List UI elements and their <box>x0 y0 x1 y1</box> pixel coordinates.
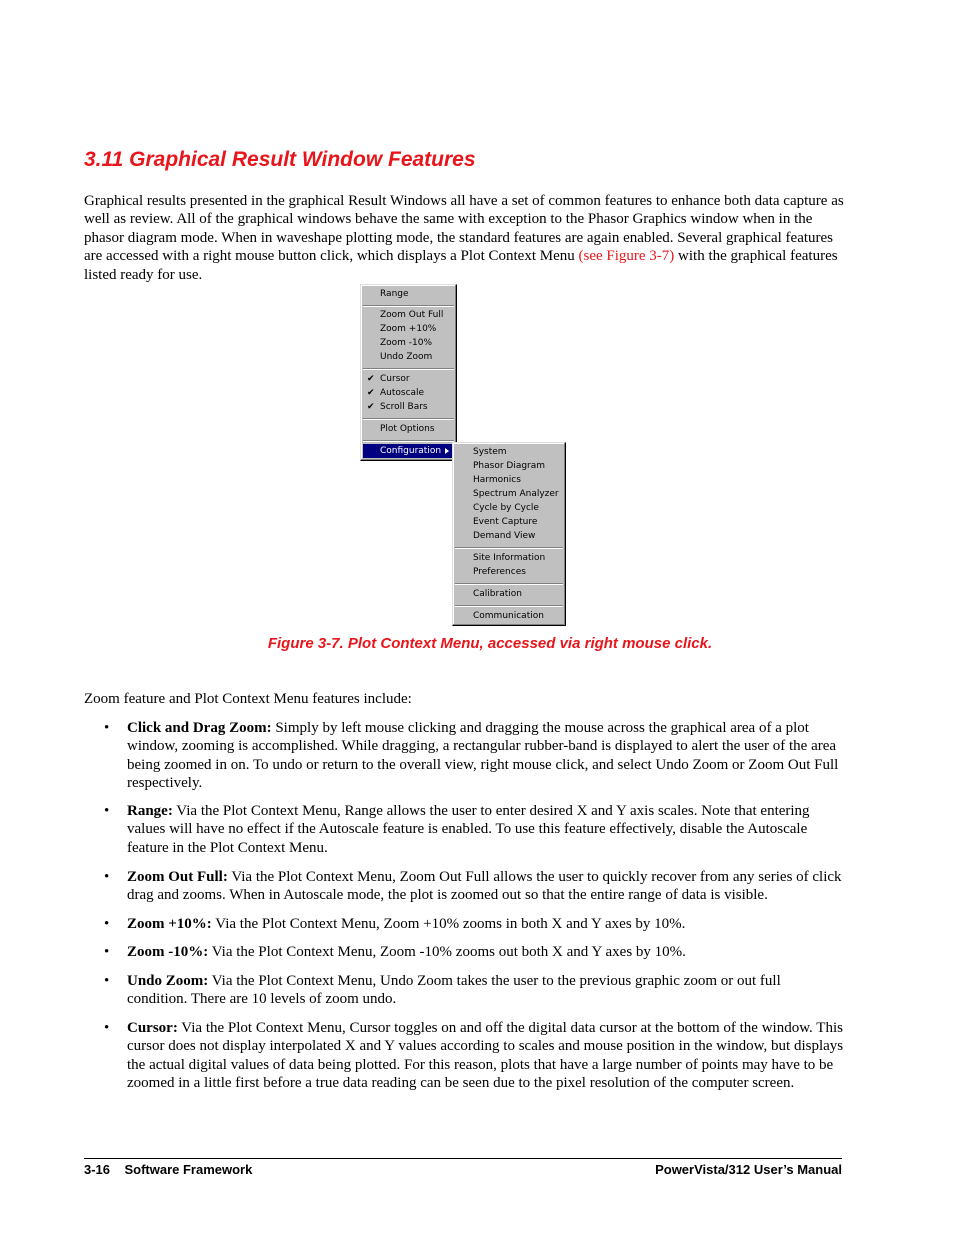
list-item-text <box>127 868 844 905</box>
figure-caption: Figure 3-7. Plot Context Menu, accessed via right mouse click. <box>267 635 713 652</box>
submenu-item-calibration[interactable]: Calibration <box>473 589 522 599</box>
menu-separator <box>363 418 454 420</box>
menu-item-autoscale[interactable] <box>363 386 454 400</box>
bullet-icon: • <box>104 869 110 885</box>
submenu-item-cycle-by-cycle[interactable]: Cycle by Cycle <box>473 503 539 513</box>
check-icon: ✔ <box>367 374 375 384</box>
configuration-submenu <box>452 442 566 626</box>
bullet-icon: • <box>104 1020 110 1036</box>
submenu-item-spectrum-analyzer[interactable]: Spectrum Analyzer <box>473 489 559 499</box>
list-item-description: Simply by left mouse clicking and dragging the mouse across the graphical area of a plot window, zooming is accomplished. While dragging, a rectangular rubber-band is displayed to alert the user of the area being zoomed in on. To undo or return to the overall view, right mouse click, and select Undo Zoom or Zoom Out Full respectively. <box>127 720 839 792</box>
list-item-term: Zoom +10%: <box>127 916 212 932</box>
list-item-term: Click and Drag Zoom: <box>127 720 272 736</box>
submenu-item-event-capture[interactable]: Event Capture <box>473 517 538 527</box>
menu-item-undo-zoom[interactable]: Undo Zoom <box>380 352 433 362</box>
section-heading: 3.11 Graphical Result Window Features <box>84 148 476 171</box>
intro-text-1: Graphical results presented in the graphical Result Windows all have a set of common features to enhance both data capture as well as review. All of the graphical windows behave the same with exception to the Phasor Graphics window when in the phasor diagram mode. When in waveshape plotting mode, the standard features are again enabled. Several graphical features are accessed with a right mouse button click, which displays a Plot Context Menu <box>84 193 844 265</box>
intro-paragraph <box>84 192 844 284</box>
bullet-icon: • <box>104 944 110 960</box>
list-item-term: Cursor: <box>127 1020 178 1036</box>
list-item-text <box>127 1019 844 1093</box>
submenu-arrow-icon <box>445 448 449 454</box>
footer-divider <box>84 1158 842 1159</box>
list-item-text <box>127 972 844 1009</box>
bullet-icon: • <box>104 803 110 819</box>
submenu-item-system[interactable]: System <box>473 447 507 457</box>
menu-item-configuration[interactable] <box>363 444 454 458</box>
submenu-item-harmonics[interactable]: Harmonics <box>473 475 521 485</box>
list-item-text <box>127 802 844 857</box>
menu-separator <box>455 605 563 607</box>
footer-page-label: 3-16 Software Framework <box>84 1162 253 1177</box>
list-item-description: Via the Plot Context Menu, Cursor toggles on and off the digital data cursor at the bottom of the window. This cursor does not display interpolated X and Y values according to scales and mouse position in the window, but displays the actual digital values of data being plotted. For this reason, plots that have a large number of points may have to be zoomed in a little first before a true data reading can be seen due to the pixel resolution of the computer screen. <box>127 1020 844 1092</box>
menu-item-zoom-in-10[interactable]: Zoom +10% <box>380 324 437 334</box>
list-item-description: Via the Plot Context Menu, Undo Zoom takes the user to the previous graphic zoom or out full condition. There are 10 levels of zoom undo. <box>127 973 781 1008</box>
menu-item-cursor-label: Cursor <box>380 374 410 384</box>
submenu-item-communication[interactable]: Communication <box>473 611 544 621</box>
list-item-term: Zoom Out Full: <box>127 869 228 885</box>
menu-item-zoom-out-10[interactable]: Zoom -10% <box>380 338 433 348</box>
menu-item-range[interactable]: Range <box>380 289 409 299</box>
bullet-icon: • <box>104 916 110 932</box>
list-item-description: Via the Plot Context Menu, Zoom Out Full allows the user to quickly recover from any series of click drag and zooms. When in Autoscale mode, the plot is zoomed out so that the entire range of data is visible. <box>127 869 842 904</box>
list-item-text <box>127 719 844 793</box>
bullet-icon: • <box>104 720 110 736</box>
figure-reference-link[interactable]: (see Figure 3-7) <box>578 248 675 265</box>
menu-item-cursor[interactable] <box>363 372 454 386</box>
menu-item-configuration-label: Configuration <box>380 446 442 456</box>
list-item-description: Via the Plot Context Menu, Zoom +10% zooms in both X and Y axes by 10%. <box>211 916 686 932</box>
check-icon: ✔ <box>367 388 375 398</box>
submenu-item-demand-view[interactable]: Demand View <box>473 531 536 541</box>
menu-separator <box>363 440 454 442</box>
menu-item-autoscale-label: Autoscale <box>380 388 425 398</box>
bullet-icon: • <box>104 973 110 989</box>
menu-separator <box>455 583 563 585</box>
menu-item-scroll-bars[interactable] <box>363 400 454 414</box>
list-item-description: Via the Plot Context Menu, Range allows the user to enter desired X and Y axis scales. Note that entering values will have no effect if the Autoscale feature is enabled. To use this feature effectively, disable the Autoscale feature in the Plot Context Menu. <box>127 803 810 856</box>
list-item-term: Zoom -10%: <box>127 944 209 960</box>
menu-separator <box>363 368 454 370</box>
menu-separator <box>455 547 563 549</box>
list-intro: Zoom feature and Plot Context Menu features include: <box>84 691 412 707</box>
menu-item-scroll-bars-label: Scroll Bars <box>380 402 428 412</box>
menu-item-plot-options[interactable]: Plot Options <box>380 424 435 434</box>
footer-manual-title: PowerVista/312 User’s Manual <box>655 1162 842 1177</box>
check-icon: ✔ <box>367 402 375 412</box>
list-item-term: Undo Zoom: <box>127 973 209 989</box>
submenu-item-site-information[interactable]: Site Information <box>473 553 546 563</box>
intro-text-2: with the graphical features listed ready for use. <box>84 248 838 283</box>
list-item-term: Range: <box>127 803 173 819</box>
submenu-item-phasor-diagram[interactable]: Phasor Diagram <box>473 461 546 471</box>
menu-item-zoom-out-full[interactable]: Zoom Out Full <box>380 310 444 320</box>
submenu-item-preferences[interactable]: Preferences <box>473 567 526 577</box>
list-item-text <box>127 943 844 961</box>
list-item-description: Via the Plot Context Menu, Zoom -10% zooms out both X and Y axes by 10%. <box>208 944 686 960</box>
plot-context-menu <box>360 284 457 461</box>
list-item-text <box>127 915 844 933</box>
menu-separator <box>363 305 454 307</box>
